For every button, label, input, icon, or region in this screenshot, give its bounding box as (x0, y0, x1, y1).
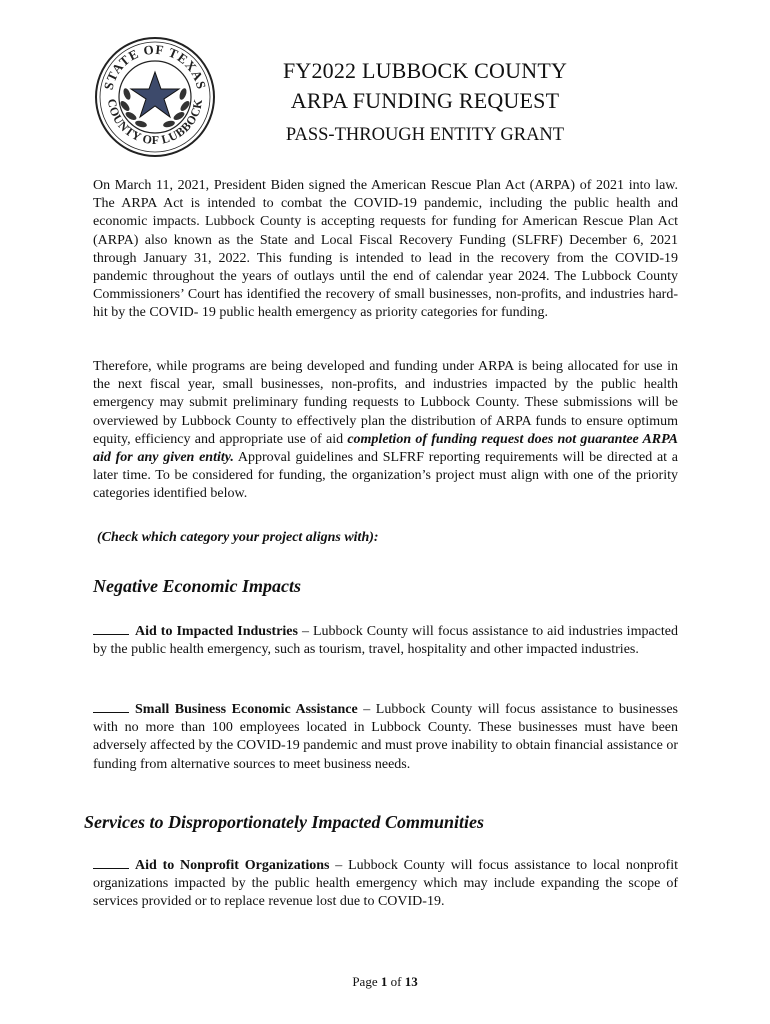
category-aid-nonprofit (93, 856, 678, 912)
intro-paragraph-2-end: Approval guidelines and SLFRF reporting requirements will be directed at a later time. To be considered for funding, the organization’s project must align with one of the priority categories identified below. (93, 450, 679, 502)
category-aid-impacted-industries (93, 622, 678, 659)
document-subtitle: PASS-THROUGH ENTITY GRANT (285, 125, 565, 145)
title-line-1: FY2022 LUBBOCK COUNTY (282, 58, 568, 83)
category-title: Small Business Economic Assistance (135, 702, 358, 717)
page-total: 13 (404, 974, 418, 989)
county-seal (94, 36, 216, 158)
section-heading-services-communities: Services to Disproportionately Impacted Communities (84, 812, 484, 832)
document-title (210, 56, 640, 148)
checkbox-blank-nonprofit[interactable] (93, 856, 129, 869)
seal-bottom-text: COUNTY OF LUBBOCK (104, 97, 206, 148)
category-description: – Lubbock County will focus assistance to local nonprofit organizations impacted by the public health emergency which may include expanding the scope of services provided or to replace revenue lost due to COVID-19. (93, 858, 678, 910)
intro-paragraph-2 (93, 358, 678, 504)
intro-paragraph-2-start: Therefore, while programs are being developed and funding under ARPA is being allocated for use in the next fiscal year, small businesses, non-profits, and industries impacted by the public health emergency may submit preliminary funding requests to Lubbock County. These submissions will be overviewed by Lubbock County to effectively plan the distribution of ARPA funds to ensure optimum equity, efficiency and appropriate use of aid (93, 359, 678, 447)
page-footer (0, 974, 770, 990)
title-line-2: ARPA FUNDING REQUEST (290, 88, 560, 113)
section-heading-negative-economic: Negative Economic Impacts (93, 576, 301, 596)
intro-paragraph-2-emphasis: completion of funding request does not guarantee ARPA aid for any given entity. (93, 431, 678, 466)
category-title: Aid to Impacted Industries (135, 624, 298, 639)
category-description: – Lubbock County will focus assistance to businesses with no more than 100 employees located in Lubbock County. These businesses must have been adversely affected by the COVID-19 pandemic and must prove inability to obtain financial assistance or funding from alternative sources to meet business needs. (93, 702, 678, 772)
page-current: 1 (380, 974, 388, 989)
page-of-word: of (387, 974, 405, 989)
intro-paragraph-1: On March 11, 2021, President Biden signed the American Rescue Plan Act (ARPA) of 2021 into law. The ARPA Act is intended to combat the COVID-19 pandemic, including the public health and economic impacts. Lubbock County is accepting requests for funding for American Rescue Plan Act (ARPA) also known as the State and Local Fiscal Recovery Funding (SLFRF) December 6, 2021 through January 31, 2022. This funding is intended to lead in the recovery from the COVID-19 pandemic throughout the years of outlays until the end of calendar year 2024. The Lubbock County Commissioners’ Court has identified the recovery of small businesses, non-profits, and industries hard-hit by the COVID- 19 public health emergency as priority categories for funding. (93, 178, 678, 321)
page-word: Page (352, 974, 381, 989)
category-small-business-assistance (93, 700, 678, 774)
star-icon (131, 72, 179, 117)
category-description: – Lubbock County will focus assistance to aid industries impacted by the public health emergency, such as tourism, travel, hospitality and other impacted industries. (93, 624, 678, 658)
checkbox-blank-aid-industries[interactable] (93, 622, 129, 635)
check-instruction: (Check which category your project aligns with): (97, 530, 379, 545)
seal-top-text: STATE OF TEXAS (100, 41, 210, 92)
checkbox-blank-small-business[interactable] (93, 700, 129, 713)
category-title: Aid to Nonprofit Organizations (135, 858, 330, 873)
